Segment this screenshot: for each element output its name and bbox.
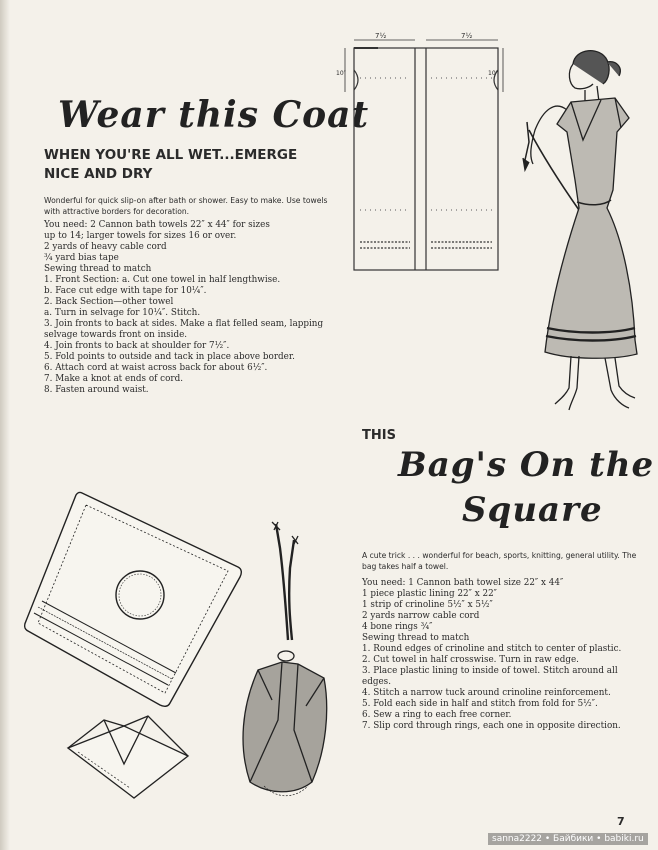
instruction-line: Sewing thread to match [362,633,470,643]
instruction-line: 7. Make a knot at ends of cord. [44,374,184,384]
bag-intro: A cute trick . . . wonderful for beach, sports, knitting, general utility. The bag takes half a towel. [362,551,637,571]
woman-in-coat-illustration [515,40,650,425]
instruction-line: 6. Sew a ring to each free corner. [362,710,512,720]
watermark: sanna2222 • Байбики • babiki.ru [488,833,648,845]
bag-instructions [362,578,647,732]
instruction-line: You need: 1 Cannon bath towel size 22″ x 44″ [362,578,564,588]
instruction-line: You need: 2 Cannon bath towels 22″ x 44″ for sizes [44,220,270,230]
page-number: 7 [617,815,625,828]
diagram-measure-top-left: 7½ [375,32,387,40]
instruction-line: 2 yards of heavy cable cord [44,242,167,252]
instruction-line: b. Face cut edge with tape for 10¼″. [44,286,207,296]
coat-subtitle: WHEN YOU'RE ALL WET...EMERGE NICE AND DRY [44,147,298,182]
bag-title-line1: Bag's On the [398,445,655,485]
diagram-measure-side-left: 10″ [336,70,346,77]
instruction-line: 5. Fold each side in half and stitch from fold for 5½″. [362,699,598,709]
instruction-line: 1. Round edges of crinoline and stitch to center of plastic. [362,644,622,654]
instruction-line: 1. Front Section: a. Cut one towel in half lengthwise. [44,275,281,285]
coat-title: Wear this Coat [58,94,370,136]
bag-kicker: THIS [362,428,396,443]
instruction-line: up to 14; larger towels for sizes 16 or over. [44,231,237,241]
instruction-line: 2 yards narrow cable cord [362,611,480,621]
instruction-line: 2. Cut towel in half crosswise. Turn in raw edge. [362,655,579,665]
instruction-line: 2. Back Section—other towel [44,297,174,307]
instruction-line: 4. Stitch a narrow tuck around crinoline reinforcement. [362,688,611,698]
instruction-line: 4 bone rings ¾″ [362,622,433,632]
coat-instructions [44,220,336,396]
instruction-line: Sewing thread to match [44,264,152,274]
instruction-line: 6. Attach cord at waist across back for about 6½″. [44,363,268,373]
instruction-line: 3. Place plastic lining to inside of towel. Stitch around all edges. [362,666,618,687]
coat-intro: Wonderful for quick slip-on after bath or shower. Easy to make. Use towels with attractive borders for decoration. [44,196,328,216]
towel-square-illustration [20,485,250,710]
instruction-line: 3. Join fronts to back at sides. Make a flat felled seam, lapping selvage towards front on inside. [44,319,324,340]
finished-bag-illustration [228,520,338,810]
coat-pattern-diagram [340,30,508,275]
instruction-line: 1 strip of crinoline 5½″ x 5½″ [362,600,493,610]
instruction-line: ¾ yard bias tape [44,253,119,263]
instruction-line: 8. Fasten around waist. [44,385,149,395]
bag-title-line2: Square [462,490,603,530]
folded-bag-illustration [64,712,190,802]
instruction-line: 1 piece plastic lining 22″ x 22″ [362,589,497,599]
diagram-measure-side-right: 10″ [488,70,498,77]
instruction-line: 4. Join fronts to back at shoulder for 7½″. [44,341,230,351]
instruction-line: 7. Slip cord through rings, each one in opposite direction. [362,721,621,731]
instruction-line: 5. Fold points to outside and tack in place above border. [44,352,295,362]
diagram-measure-top-right: 7½ [461,32,473,40]
instruction-line: a. Turn in selvage for 10¼″. Stitch. [44,308,201,318]
